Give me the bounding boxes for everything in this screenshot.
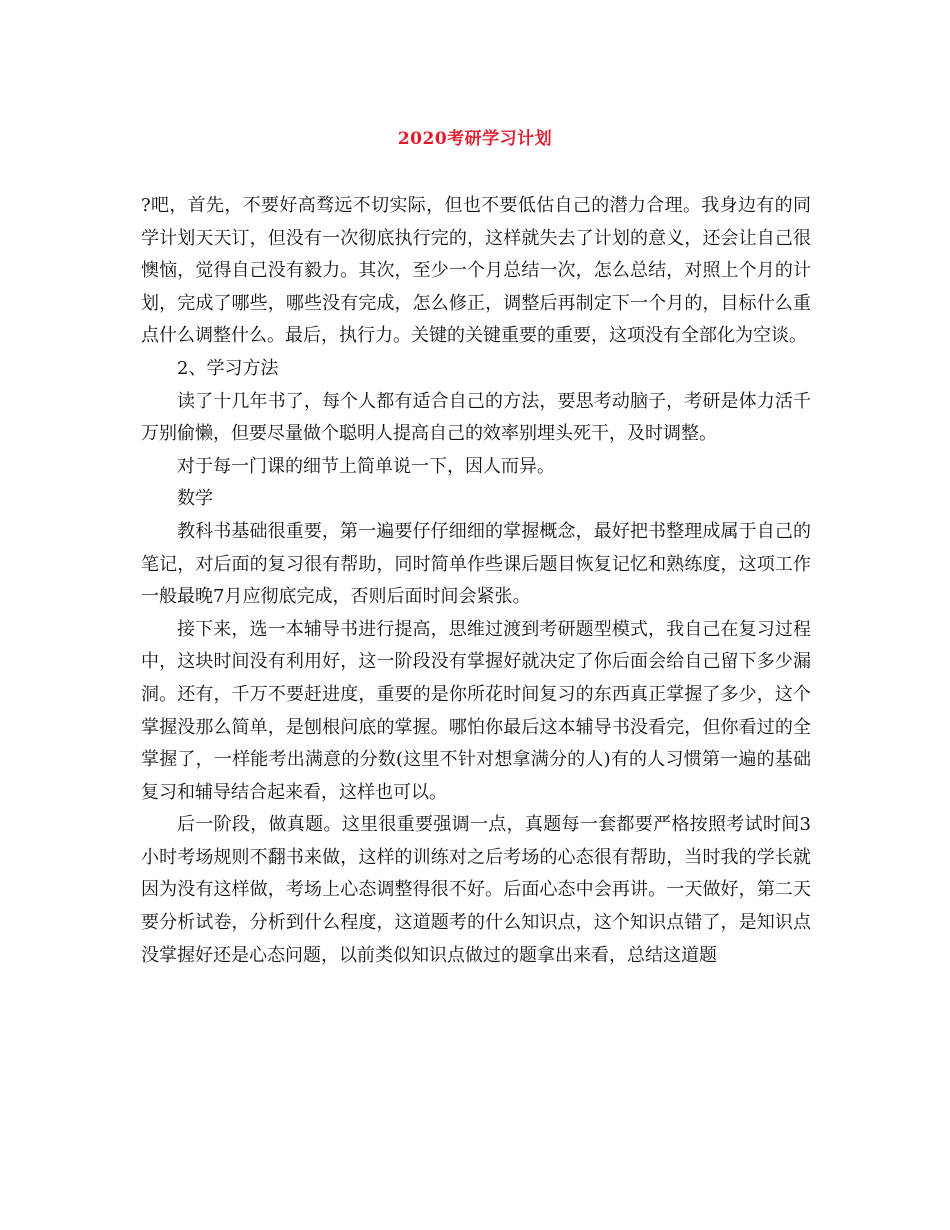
paragraph: 接下来，选一本辅导书进行提高，思维过渡到考研题型模式，我自己在复习过程中，这块时间没有利用好，这一阶段没有掌握好就决定了你后面会给自己留下多少漏洞。还有，千万不要赶进度，重要的是你所花时间复习的东西真正掌握了多少，这个掌握没那么简单，是刨根问底的掌握。哪怕你最后这本辅导书没看完，但你看过的全掌握了，一样能考出满意的分数(这里不针对想拿满分的人)有的人习惯第一遍的基础复习和辅导结合起来看，这样也可以。 (141, 618, 811, 803)
document-title: 2020考研学习计划 (397, 129, 553, 149)
section-heading: 2、学习方法 (177, 357, 279, 379)
paragraph: 对于每一门课的细节上简单说一下，因人而异。 (177, 455, 555, 477)
paragraph: 读了十几年书了，每个人都有适合自己的方法，要思考动脑子，考研是体力活千万别偷懒，但要尽量做个聪明人提高自己的效率别埋头死干，及时调整。 (141, 390, 811, 445)
paragraph: 教科书基础很重要，第一遍要仔仔细细的掌握概念，最好把书整理成属于自己的笔记，对后面的复习很有帮助，同时简单作些课后题目恢复记忆和熟练度，这项工作一般最晚7月应彻底完成，否则后面时间会紧张。 (141, 520, 811, 608)
document-body (141, 190, 811, 972)
paragraph: ?吧，首先，不要好高骛远不切实际，但也不要低估自己的潜力合理。我身边有的同学计划天天订，但没有一次彻底执行完的，这样就失去了计划的意义，还会让自己很懊恼，觉得自己没有毅力。其次，至少一个月总结一次，怎么总结，对照上个月的计划，完成了哪些，哪些没有完成，怎么修正，调整后再制定下一个月的，目标什么重点什么调整什么。最后，执行力。关键的关键重要的重要，这项没有全部化为空谈。 (141, 195, 811, 347)
paragraph: 后一阶段，做真题。这里很重要强调一点，真题每一套都要严格按照考试时间3小时考场规则不翻书来做，这样的训练对之后考场的心态很有帮助，当时我的学长就因为没有这样做，考场上心态调整得很不好。后面心态中会再讲。一天做好，第二天要分析试卷，分析到什么程度，这道题考的什么知识点，这个知识点错了，是知识点没掌握好还是心态问题，以前类似知识点做过的题拿出来看，总结这道题 (141, 814, 811, 966)
subject-heading: 数学 (177, 488, 213, 510)
